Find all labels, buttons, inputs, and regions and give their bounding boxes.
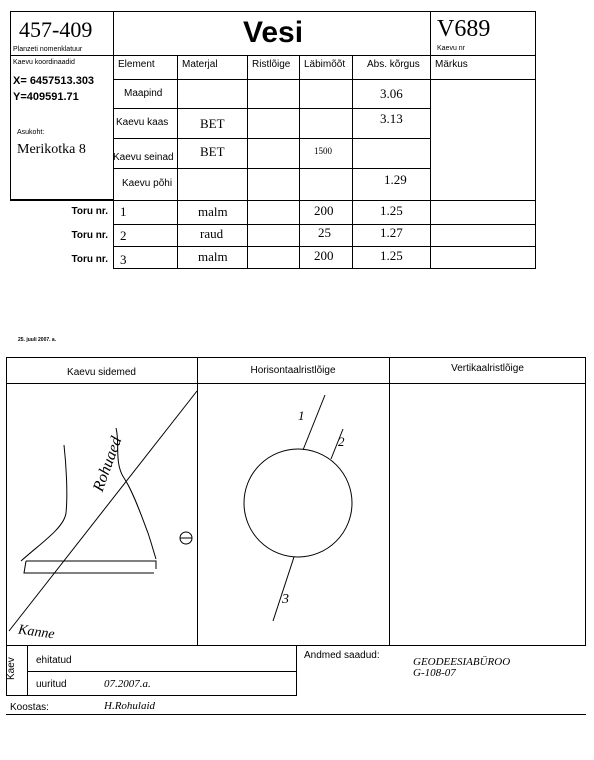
building-outline	[24, 561, 156, 573]
sheet-number: 457-409	[19, 17, 93, 42]
pipe-2-elevation: 1.27	[380, 225, 403, 240]
sheet-number-box	[10, 11, 114, 56]
col-divider	[113, 200, 114, 268]
boundary-line	[21, 445, 67, 561]
footer-border	[296, 646, 297, 696]
lid-material: BET	[200, 116, 225, 131]
coordinate-y: Y=409591.71	[13, 91, 79, 103]
row-label-lid: Kaevu kaas	[116, 117, 169, 128]
pipe-label-1: 1	[298, 408, 305, 423]
pipe-1-material: malm	[198, 204, 228, 219]
pipe-1-diameter: 200	[314, 203, 334, 218]
pipe-3-number: 3	[120, 252, 127, 267]
coordinates-label: Kaevu koordinaadid	[13, 59, 75, 66]
pipe-1-label: Toru nr.	[71, 206, 108, 217]
bottom-elevation: 1.29	[384, 172, 407, 187]
panel-title-vertical: Vertikaalristlõige	[451, 363, 524, 374]
pipe-3-elevation: 1.25	[380, 248, 403, 263]
col-divider	[430, 200, 431, 268]
source-label: Andmed saadud:	[304, 650, 380, 661]
location-label: Asukoht:	[17, 129, 45, 136]
source-line-1: GEODEESIABÜROO	[413, 656, 511, 668]
lid-elevation: 3.13	[380, 111, 403, 126]
row-divider	[113, 138, 431, 139]
coordinates-box	[10, 55, 114, 200]
col-header-notes: Märkus	[430, 55, 536, 80]
pipe-label-3: 3	[282, 592, 289, 607]
walls-material: BET	[200, 144, 225, 159]
page-title: Vesi	[242, 16, 304, 49]
checked-label: uuritud	[36, 679, 67, 690]
pipe-2-diameter: 25	[318, 225, 331, 240]
title-box	[113, 11, 431, 56]
pipe-2-material: raud	[200, 226, 224, 241]
well-circle	[244, 449, 352, 557]
location-value: Merikotka 8	[17, 142, 86, 157]
pipes-top-line	[10, 200, 536, 201]
pipe-3-label: Toru nr.	[71, 254, 108, 265]
row-divider	[113, 108, 431, 109]
compiled-value: H.Rohulaid	[104, 700, 156, 712]
row-label-ground: Maapind	[124, 88, 163, 99]
col-header-cross-section: Ristlõige	[247, 55, 300, 80]
pipe-line-3	[273, 557, 294, 621]
panel-title-horizontal: Horisontaalristlõige	[250, 365, 336, 376]
checked-value: 07.2007.a.	[104, 678, 151, 690]
horizontal-section-sketch	[197, 383, 389, 645]
col-notes	[430, 79, 536, 201]
kaev-label: Kaev	[6, 657, 17, 680]
pipe-3-diameter: 200	[314, 248, 334, 263]
footer-divider	[27, 671, 296, 672]
row-label-walls: Kaevu seinad	[113, 152, 174, 163]
pipe-1-elevation: 1.25	[380, 203, 403, 218]
col-diameter	[299, 79, 353, 201]
date-stamp: 25. juuli 2007. a.	[18, 337, 57, 343]
footer-divider	[6, 695, 296, 696]
diagonal-line	[9, 391, 197, 631]
pipe-1-number: 1	[120, 204, 127, 219]
source-line-2: G-108-07	[413, 667, 456, 679]
col-divider	[177, 200, 178, 268]
walls-diameter: 1500	[314, 146, 332, 156]
built-label: ehitatud	[36, 655, 72, 666]
row-divider	[113, 268, 536, 269]
col-material	[177, 79, 248, 201]
pipe-3-material: malm	[198, 249, 228, 264]
col-header-elevation: Abs. kõrgus	[352, 55, 431, 80]
connections-sketch	[6, 383, 197, 645]
col-cross-section	[247, 79, 300, 201]
col-divider	[535, 200, 536, 268]
col-divider	[299, 200, 300, 268]
pipe-2-label: Toru nr.	[71, 230, 108, 241]
coordinate-x: X= 6457513.303	[13, 75, 95, 87]
row-label-bottom: Kaevu põhi	[122, 178, 173, 189]
col-header-diameter: Läbimõõt	[299, 55, 353, 80]
col-header-element: Element	[113, 55, 178, 80]
ground-elevation: 3.06	[380, 86, 403, 101]
compiled-label: Koostas:	[10, 702, 49, 713]
panel-title-connections: Kaevu sidemed	[67, 367, 136, 378]
row-divider	[113, 168, 431, 169]
sketch-divider	[389, 357, 390, 646]
col-header-material: Materjal	[177, 55, 248, 80]
pipe-2-number: 2	[120, 228, 127, 243]
pipe-label-2: 2	[338, 434, 345, 449]
well-number-box	[430, 11, 536, 56]
footer-bottom-line	[6, 714, 586, 715]
well-number-label: Kaevu nr	[437, 45, 466, 52]
handwritten-kanne: Kanne	[17, 622, 56, 643]
pipe-line-1	[303, 395, 325, 450]
sheet-number-label: Planzeti nomenklatuur	[13, 46, 83, 53]
col-divider	[352, 200, 353, 268]
col-divider	[247, 200, 248, 268]
well-number: V689	[437, 16, 491, 42]
handwritten-street-name: Rohuaed	[90, 434, 126, 494]
